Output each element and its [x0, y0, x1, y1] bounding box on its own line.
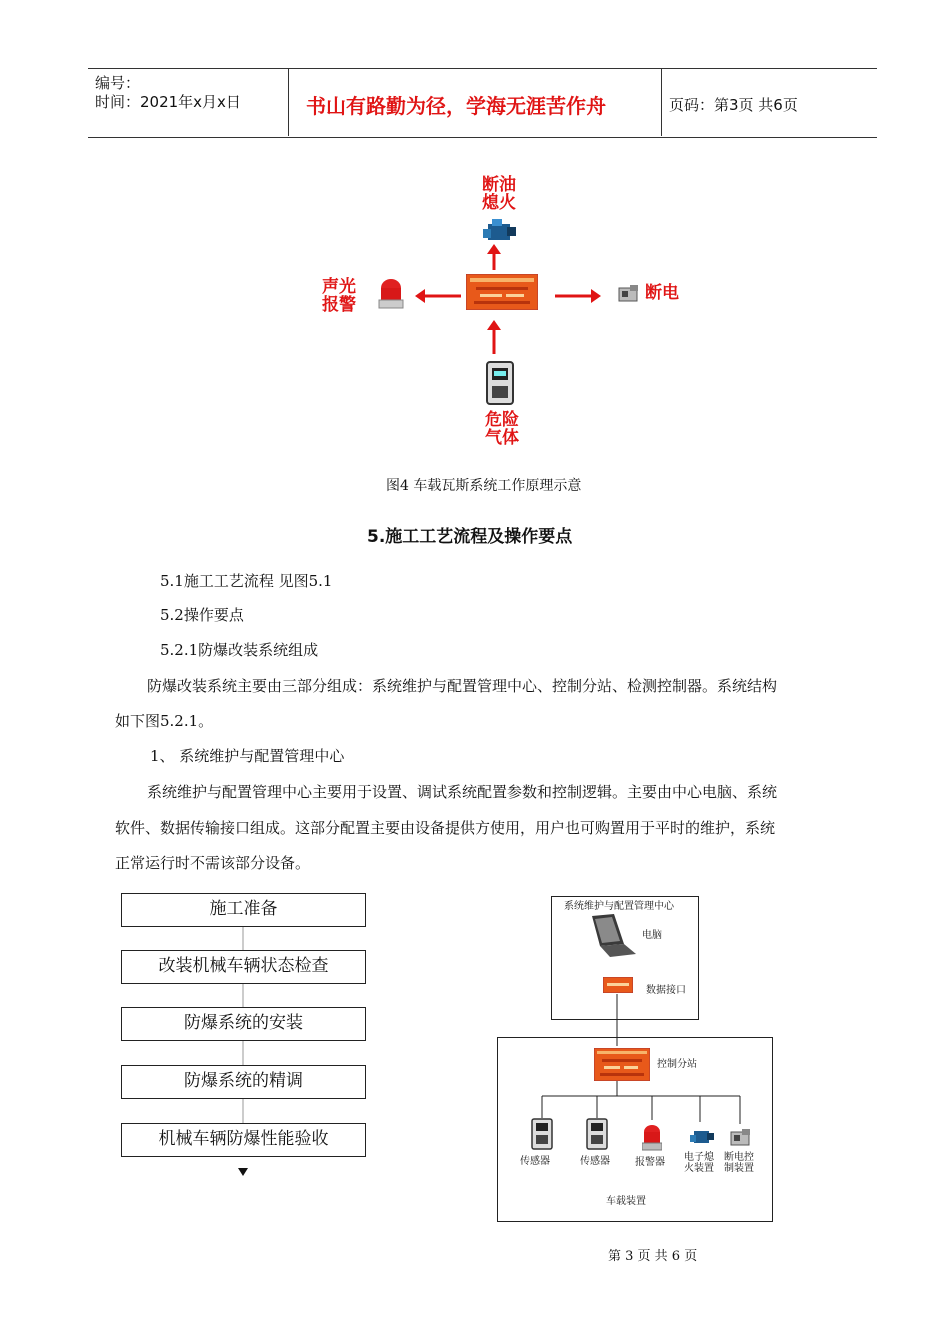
alarm-light-icon [642, 1124, 662, 1151]
sensor-icon [586, 1118, 608, 1150]
ignition-device-label: 电子熄 火装置 [684, 1152, 714, 1174]
data-interface-icon [603, 977, 633, 993]
subsection-5-1: 5.1施工工艺流程 见图5.1 [160, 572, 333, 590]
alarm-label: 报警器 [635, 1157, 665, 1168]
flow-step-inspect: 改装机械车辆状态检查 [121, 950, 366, 984]
arrow-left-icon [415, 288, 461, 304]
header-page: 页码：第3页 共6页 [669, 96, 798, 114]
management-center-label: 系统维护与配置管理中心 [564, 901, 674, 912]
flow-connectors [236, 927, 250, 1177]
label-power-cut: 断电 [645, 283, 679, 303]
alarm-light-icon [378, 278, 404, 310]
paragraph-2-line: 系统维护与配置管理中心主要用于设置、调试系统配置参数和控制逻辑。主要由中心电脑、系统 [147, 783, 778, 801]
header-motto: 书山有路勤为径，学海无涯苦作舟 [306, 94, 606, 118]
sensor-label: 传感器 [580, 1156, 610, 1167]
paragraph-2-line: 正常运行时不需该部分设备。 [115, 854, 311, 872]
control-substation-icon [466, 274, 538, 310]
section-title: 5.施工工艺流程及操作要点 [367, 527, 573, 547]
laptop-icon [586, 914, 638, 958]
power-cut-device-icon [617, 283, 641, 305]
control-substation-icon [594, 1048, 650, 1081]
vehicle-unit-label: 车载装置 [606, 1196, 646, 1207]
arrow-up-icon [486, 320, 502, 354]
footer-page-number: 第 3 页 共 6 页 [608, 1249, 698, 1264]
subsection-5-2-1: 5.2.1防爆改装系统组成 [160, 641, 319, 659]
sensor-icon [531, 1118, 553, 1150]
power-cut-device-icon [729, 1128, 753, 1148]
substation-label: 控制分站 [657, 1059, 697, 1070]
ignition-device-icon [689, 1126, 715, 1148]
figure-4-caption: 图4 车载瓦斯系统工作原理示意 [386, 478, 582, 494]
data-interface-label: 数据接口 [646, 985, 686, 996]
arrow-right-icon [555, 288, 601, 304]
gas-sensor-icon [485, 360, 515, 406]
arrow-up-icon [486, 244, 502, 270]
paragraph-1-line: 防爆改装系统主要由三部分组成：系统维护与配置管理中心、控制分站、检测控制器。系统结构 [147, 677, 778, 695]
power-cut-device-label: 断电控 制装置 [724, 1152, 754, 1174]
list-item-1: 1、 系统维护与配置管理中心 [150, 747, 345, 765]
header-divider [661, 68, 662, 136]
flow-step-prepare: 施工准备 [121, 893, 366, 927]
pc-label: 电脑 [642, 930, 662, 941]
label-hazard-gas: 危险 气体 [485, 410, 519, 448]
header-number: 编号： [95, 74, 141, 92]
subsection-5-2: 5.2操作要点 [160, 606, 244, 624]
label-alarm: 声光 报警 [322, 277, 356, 315]
flow-step-accept: 机械车辆防爆性能验收 [121, 1123, 366, 1157]
flow-step-install: 防爆系统的安装 [121, 1007, 366, 1041]
paragraph-2-line: 软件、数据传输接口组成。这部分配置主要由设备提供方使用，用户也可购置用于平时的维护，系统 [115, 819, 776, 837]
sensor-label: 传感器 [520, 1156, 550, 1167]
header-divider [288, 68, 289, 136]
header-time: 时间：2021年x月x日 [95, 93, 241, 111]
flow-step-tune: 防爆系统的精调 [121, 1065, 366, 1099]
paragraph-1-line: 如下图5.2.1。 [115, 712, 214, 730]
label-fuel-cut: 断油 熄火 [482, 175, 516, 213]
